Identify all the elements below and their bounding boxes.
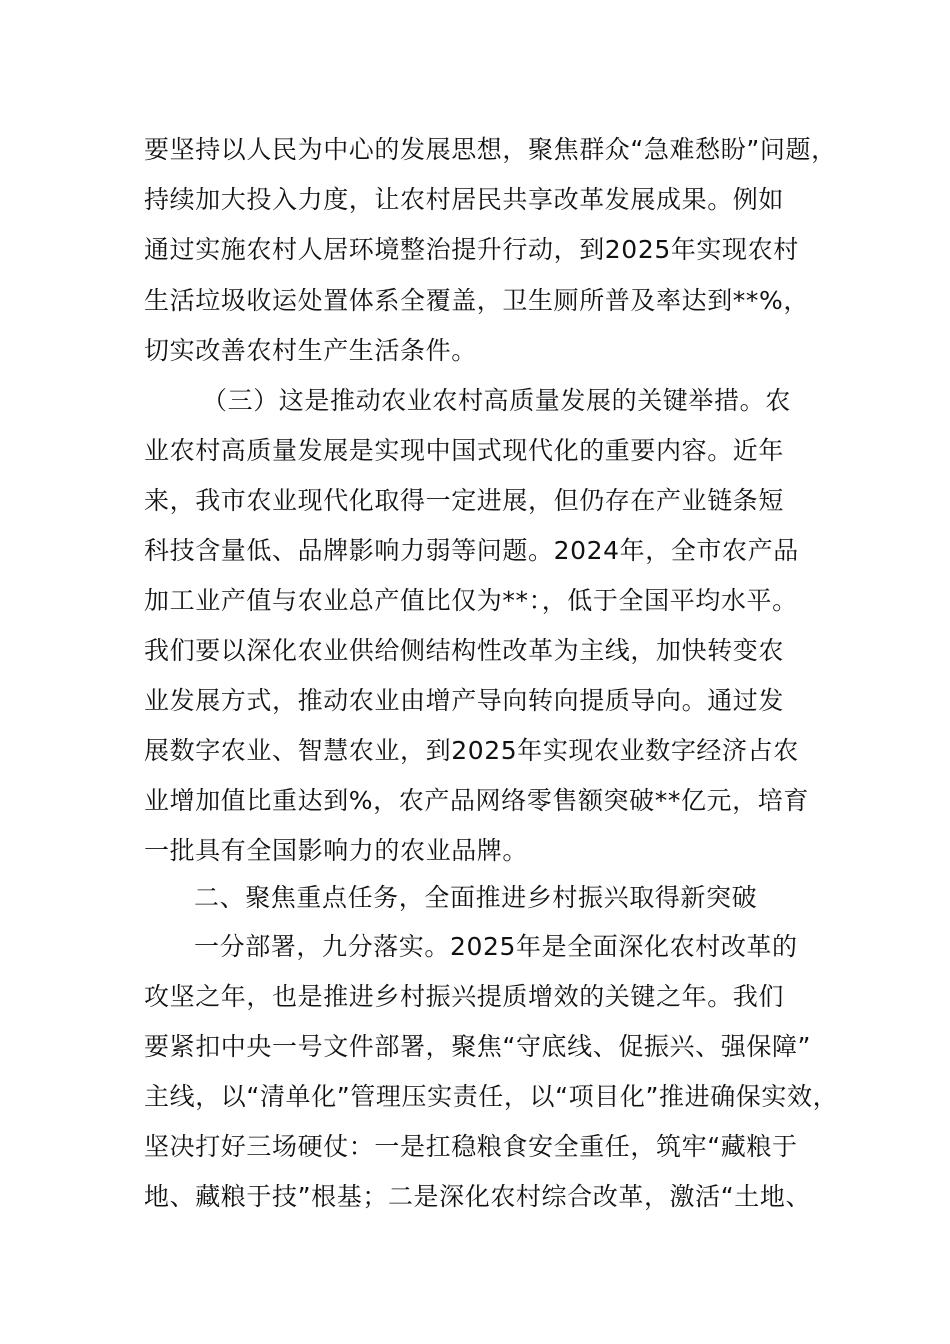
paragraph-line: 持续加大投入力度，让农村居民共享改革发展成果。例如 bbox=[144, 185, 785, 214]
paragraph-line: 业发展方式，推动农业由增产导向转向提质导向。通过发 bbox=[144, 686, 785, 715]
paragraph-line: 业农村高质量发展是实现中国式现代化的重要内容。近年 bbox=[144, 436, 785, 465]
paragraph-line: 来，我市农业现代化取得一定进展，但仍存在产业链条短 bbox=[144, 486, 785, 515]
paragraph-line: 攻坚之年，也是推进乡村振兴提质增效的关键之年。我们 bbox=[144, 982, 785, 1011]
paragraph-line: 科技含量低、品牌影响力弱等问题。2024年，全市农产品 bbox=[144, 536, 799, 565]
paragraph-line: 一批具有全国影响力的农业品牌。 bbox=[144, 836, 529, 865]
section-heading-two: 二、聚焦重点任务，全面推进乡村振兴取得新突破 bbox=[194, 883, 758, 912]
paragraph-line: 地、藏粮于技”根基；二是深化农村综合改革，激活“土地、 bbox=[144, 1182, 812, 1211]
paragraph-line: 业增加值比重达到%，农产品网络零售额突破**亿元，培育 bbox=[144, 786, 809, 815]
paragraph-line: 一分部署，九分落实。2025年是全面深化农村改革的 bbox=[194, 932, 798, 961]
paragraph-line: 生活垃圾收运处置体系全覆盖，卫生厕所普及率达到**%， bbox=[144, 286, 809, 315]
section-heading-three: （三）这是推动农业农村高质量发展的关键举措。农 bbox=[202, 386, 791, 415]
paragraph-line: 要紧扣中央一号文件部署，聚焦“守底线、促振兴、强保障” bbox=[144, 1032, 812, 1061]
paragraph-line: 加工业产值与农业总产值比仅为**：，低于全国平均水平。 bbox=[144, 586, 798, 615]
paragraph-line: 切实改善农村生产生活条件。 bbox=[144, 336, 477, 365]
paragraph-line: 通过实施农村人居环境整治提升行动，到2025年实现农村 bbox=[144, 235, 799, 264]
paragraph-line: 展数字农业、智慧农业，到2025年实现农业数字经济占农 bbox=[144, 736, 799, 765]
paragraph-line: 主线，以“清单化”管理压实责任，以“项目化”推进确保实效， bbox=[144, 1082, 839, 1111]
paragraph-line: 我们要以深化农业供给侧结构性改革为主线，加快转变农 bbox=[144, 636, 785, 665]
paragraph-line: 要坚持以人民为中心的发展思想，聚焦群众“急难愁盼”问题， bbox=[144, 135, 837, 164]
paragraph-line: 坚决打好三场硬仗：一是扛稳粮食安全重任，筑牢“藏粮于 bbox=[144, 1132, 798, 1161]
